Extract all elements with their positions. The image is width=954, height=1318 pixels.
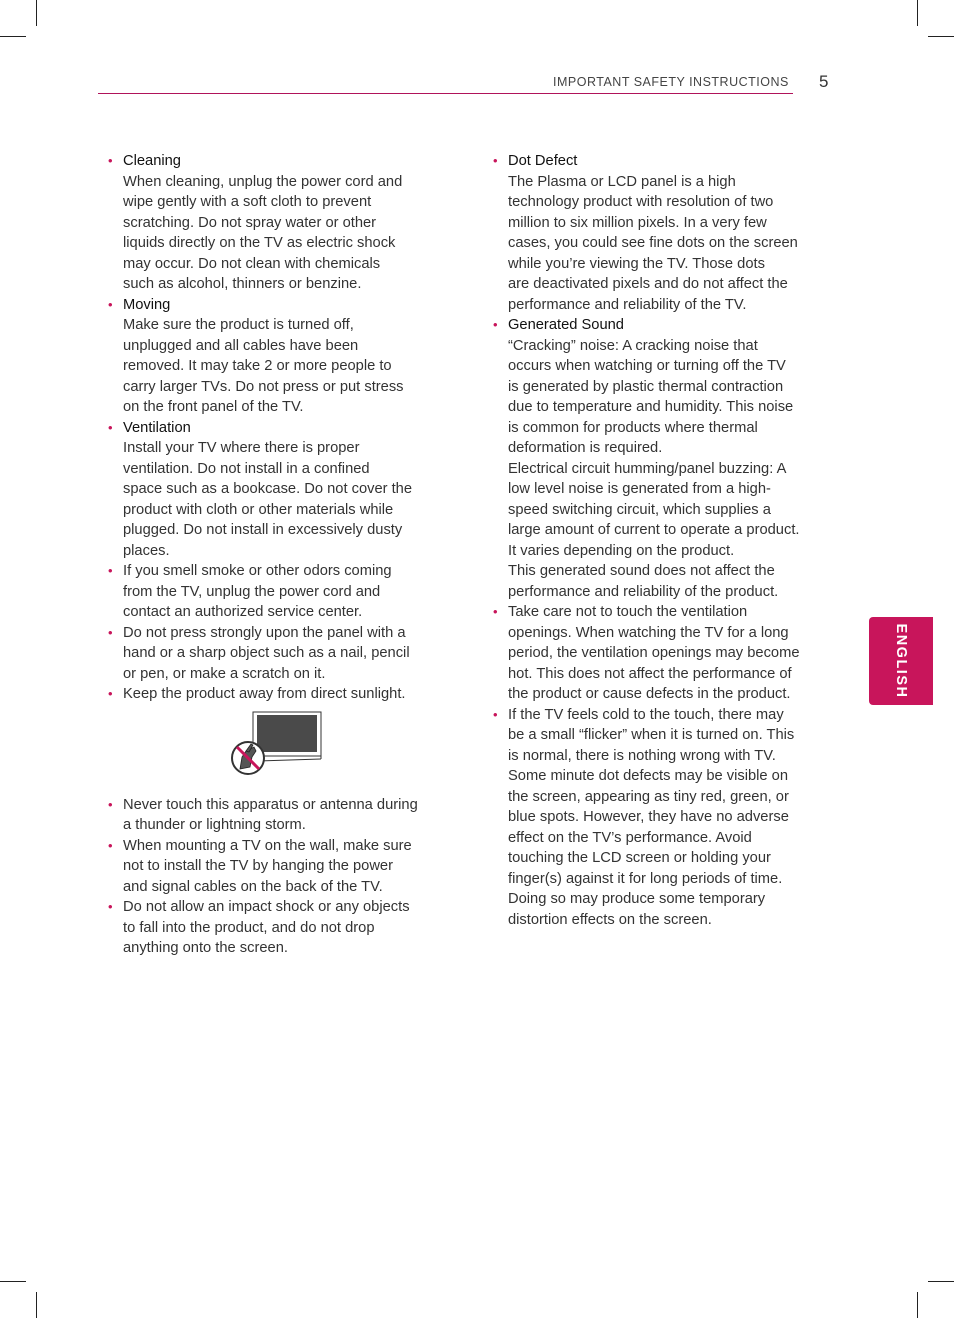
list-item-thunder (108, 795, 438, 836)
item-text: The Plasma or LCD panel is a high technology product with resolution of two million to six million pixels. In a very few cases, you could see fine dots on the screen while you’re viewing the TV. Those dots are deactivated pixels and do not affect the performance and reliability of the TV. (508, 173, 798, 313)
bullet-icon: • (108, 624, 113, 640)
list-item-generated-sound (493, 315, 823, 602)
item-text: Do not allow an impact shock or any objects to fall into the product, and do not drop anything onto the screen. (123, 899, 410, 956)
item-text: Take care not to touch the ventilation openings. When watching the TV for a long period, the ventilation openings may become hot. This does not affect the performance of the product or cause defects in the product. (508, 604, 800, 702)
crop-mark (0, 36, 26, 37)
item-text: “Cracking” noise: A cracking noise that occurs when watching or turning off the TV is generated by plastic thermal contraction due to temperature and humidity. This noise is common for products where thermal deformation is required. Electrical circuit humming/panel buzzing: A low level noise is generated from a high- speed switching circuit, which supplies a large amount of current to operate a product. It varies depending on the product. This generated sound does not affect the performance and reliability of the product. (508, 337, 800, 600)
bullet-icon: • (108, 837, 113, 853)
list-item-dot-defect (493, 151, 823, 315)
item-text: If the TV feels cold to the touch, there may be a small “flicker” when it is turned on. This is normal, there is nothing wrong with TV. Some minute dot defects may be visible on the screen, appearing as tiny red, green, or blue spots. However, they have no adverse effect on the TV’s performance. Avoid touching the LCD screen or holding your finger(s) against it for long periods of time. Doing so may produce some temporary distortion effects on the screen. (508, 706, 795, 928)
bullet-icon: • (108, 563, 113, 578)
crop-mark (36, 0, 37, 26)
item-text: Make sure the product is turned off, unplugged and all cables have been removed. It may take 2 or more people to carry larger TVs. Do not press or put stress on the front panel of the TV. (123, 317, 404, 415)
list-item-flicker (493, 705, 823, 931)
crop-mark (917, 1292, 918, 1318)
list-item-wall-mount (108, 836, 438, 898)
list-item-ventilation-openings (493, 602, 823, 705)
list-item-cleaning (108, 151, 438, 295)
crop-mark (36, 1292, 37, 1318)
no-touch-tv-icon (228, 711, 324, 779)
left-column (108, 151, 438, 959)
item-title: Generated Sound (508, 317, 624, 333)
crop-mark (917, 0, 918, 26)
item-text: Keep the product away from direct sunlight. (123, 686, 406, 702)
bullet-icon: • (108, 686, 113, 701)
header-rule (98, 93, 793, 94)
bullet-icon: • (493, 604, 498, 619)
figure (108, 705, 438, 795)
item-title: Ventilation (123, 419, 191, 436)
list-item-impact (108, 897, 438, 959)
item-text: When mounting a TV on the wall, make sure not to install the TV by hanging the power and signal cables on the back of the TV. (123, 837, 412, 895)
bullet-icon: • (108, 153, 113, 168)
bullet-icon: • (493, 706, 498, 722)
item-text: Install your TV where there is proper ventilation. Do not install in a confined space such as a bookcase. Do not cover the product with cloth or other materials while plugged. Do not install in excessively dusty places. (123, 440, 413, 559)
item-text: If you smell smoke or other odors coming from the TV, unplug the power cord and contact an authorized service center. (123, 563, 392, 620)
bullet-icon: • (108, 899, 113, 914)
page-number: 5 (819, 72, 829, 91)
item-text: Never touch this apparatus or antenna during a thunder or lightning storm. (123, 796, 418, 833)
section-title: IMPORTANT SAFETY INSTRUCTIONS (553, 75, 789, 89)
bullet-icon: • (108, 296, 113, 312)
item-title: Cleaning (123, 153, 181, 169)
language-tab-label: ENGLISH (893, 623, 909, 699)
crop-mark (928, 36, 954, 37)
list-item-ventilation (108, 418, 438, 562)
right-column (493, 151, 823, 930)
list-item-smoke (108, 561, 438, 623)
language-tab (869, 617, 933, 705)
list-item-moving (108, 295, 438, 418)
bullet-icon: • (108, 796, 113, 812)
item-text: Do not press strongly upon the panel with a hand or a sharp object such as a nail, pencil or pen, or make a scratch on it. (123, 624, 410, 682)
item-title: Moving (123, 296, 171, 313)
item-title: Dot Defect (508, 153, 578, 169)
bullet-icon: • (108, 419, 113, 435)
bullet-icon: • (493, 317, 498, 332)
crop-mark (0, 1281, 26, 1282)
list-item-panel (108, 623, 438, 685)
list-item-sunlight (108, 684, 438, 705)
bullet-icon: • (493, 153, 498, 168)
crop-mark (928, 1281, 954, 1282)
item-text: When cleaning, unplug the power cord and wipe gently with a soft cloth to prevent scratching. Do not spray water or other liquids directly on the TV as electric shock may occur. Do not clean with chemicals such as alcohol, thinners or benzine. (123, 173, 403, 292)
